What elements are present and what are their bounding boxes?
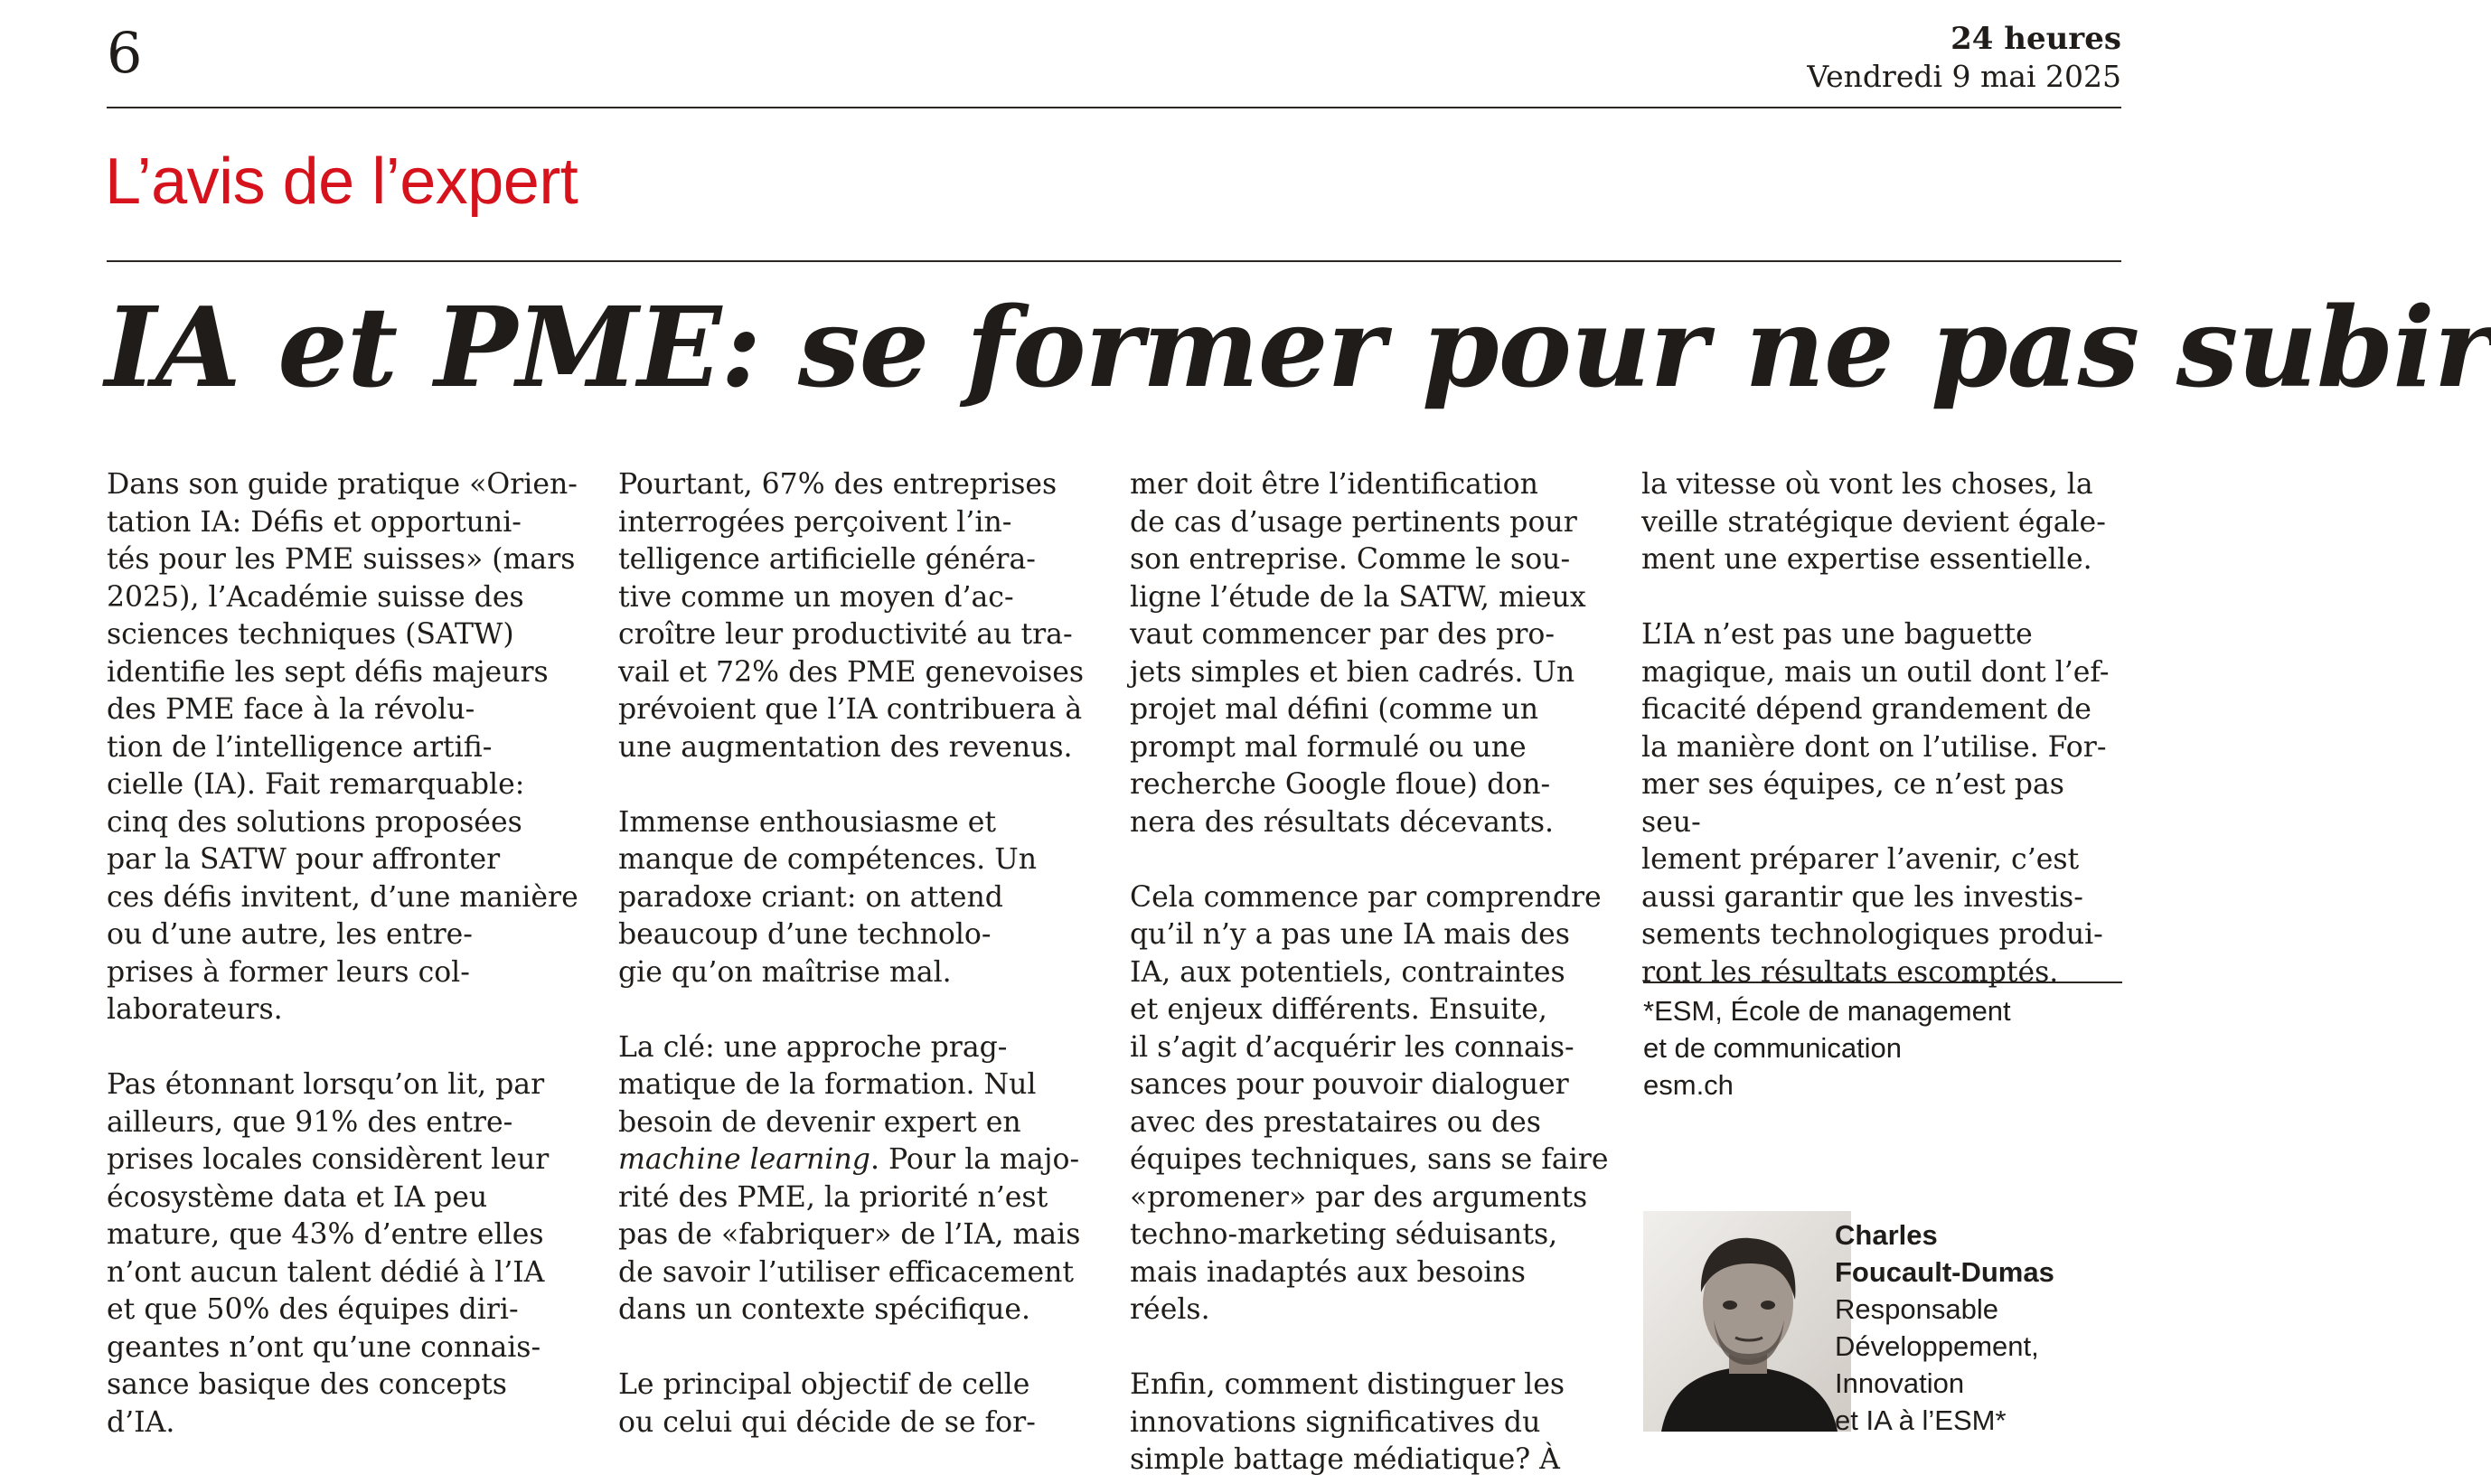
author-name: Foucault-Dumas [1835, 1256, 2054, 1288]
top-divider [107, 107, 2121, 108]
article-column-3 [1130, 466, 1614, 1479]
author-role: Responsable [1835, 1293, 1998, 1325]
footnote-divider [1643, 982, 2122, 983]
paragraph: Pas étonnant lorsqu’on lit, par ailleurs, que 91% des entre- prises locales considèrent leur écosystème data et IA peu mature, que 43% d’entre elles n’ont aucun talent dédié à l’IA et que 50% des équipes diri- geantes n’ont qu’une connais- sance basique des concepts d’IA. [107, 1068, 550, 1439]
paragraph [618, 1029, 1103, 1329]
paragraph: Enfin, comment distinguer les innovations significatives du simple battage médiatique? À [1130, 1368, 1565, 1476]
paragraph: la vitesse où vont les choses, la veille stratégique devient égale- ment une expertise essentielle. [1641, 468, 2106, 576]
article-column-4 [1641, 466, 2126, 991]
italic-term: machine learning [618, 1143, 870, 1176]
paragraph: mer doit être l’identification de cas d’usage pertinents pour son entreprise. Comme le sou- ligne l’étude de la SATW, mieux vaut commencer par des pro- jets simples et bien cadrés. Un projet mal défini (comme un prompt mal formulé ou une recherche Google floue) don- nera des résultats décevants. [1130, 468, 1586, 839]
paragraph: Cela commence par comprendre qu’il n’y a pas une IA mais des IA, aux potentiels, contraintes et enjeux différents. Ensuite, il s’agit d’acquérir les connais- sances pour pouvoir dialoguer avec des prestataires ou des équipes techniques, sans se faire «promener» par des arguments techno-marketing séduisants, mais inadaptés aux besoins réels. [1130, 880, 1609, 1326]
publication-date: Vendredi 9 mai 2025 [1807, 59, 2121, 94]
paragraph: Pourtant, 67% des entreprises interrogées perçoivent l’in- telligence artificielle généra- tive comme un moyen d’ac- croître leur productivité au tra- vail et 72% des PME genevoises prévoient que l’IA contribuera à une augmentation des revenus. [618, 468, 1085, 764]
publication-name: 24 heures [1950, 21, 2121, 57]
author-role: Développement, [1835, 1330, 2039, 1362]
article-column-2 [618, 466, 1103, 1442]
author-info [1835, 1216, 2124, 1439]
paragraph: Dans son guide pratique «Orien- tation IA: Défis et opportuni- tés pour les PME suisses» (mars 2025), l’Académie suisse des sciences techniques (SATW) identifie les sept défis majeurs des PME face à la révolu- tion de l’intelligence artifi- cielle (IA). Fait remarquable: cinq des solutions proposées par la SATW pour affronter ces défis invitent, d’une manière ou d’une autre, les entre- prises à former leurs col- laborateurs. [107, 468, 578, 1026]
page-number: 6 [107, 20, 143, 86]
article-column-1 [107, 466, 591, 1442]
paragraph: Immense enthousiasme et manque de compétences. Un paradoxe criant: on attend beaucoup d’une technolo- gie qu’on maîtrise mal. [618, 805, 1038, 989]
paragraph: L’IA n’est pas une baguette magique, mais un outil dont l’ef- ficacité dépend grandement de la manière dont on l’utilise. For- mer ses équipes, ce n’est pas seu- lement préparer l’avenir, c’est aussi garantir que les investis- sements technologiques produi- ront les résultats escomptés. [1641, 618, 2110, 989]
footnote-line: *ESM, École de management [1643, 995, 2011, 1027]
paragraph: Le principal objectif de celle ou celui qui décide de se for- [618, 1368, 1036, 1439]
footnote-line: et de communication [1643, 1032, 1903, 1064]
footnote-link: esm.ch [1643, 1069, 1734, 1101]
masthead [1807, 20, 2121, 96]
author-portrait-icon [1643, 1211, 1851, 1432]
paragraph-text: . Pour la majo- rité des PME, la priorité n’est pas de «fabriquer» de l’IA, mais de savoir l’utiliser efficacement dans un contexte spécifique. [618, 1143, 1081, 1326]
section-title: L’avis de l’expert [105, 146, 578, 218]
article-headline: IA et PME: se former pour ne pas subir [105, 282, 2491, 412]
footnote [1643, 992, 2131, 1104]
paragraph-text: La clé: une approche prag- matique de la formation. Nul besoin de devenir expert en [618, 1030, 1037, 1139]
headline-divider [107, 260, 2121, 262]
author-role: et IA à l’ESM* [1835, 1404, 2007, 1436]
author-photo [1643, 1211, 1851, 1432]
author-name: Charles [1835, 1219, 1938, 1251]
author-role: Innovation [1835, 1367, 1965, 1399]
